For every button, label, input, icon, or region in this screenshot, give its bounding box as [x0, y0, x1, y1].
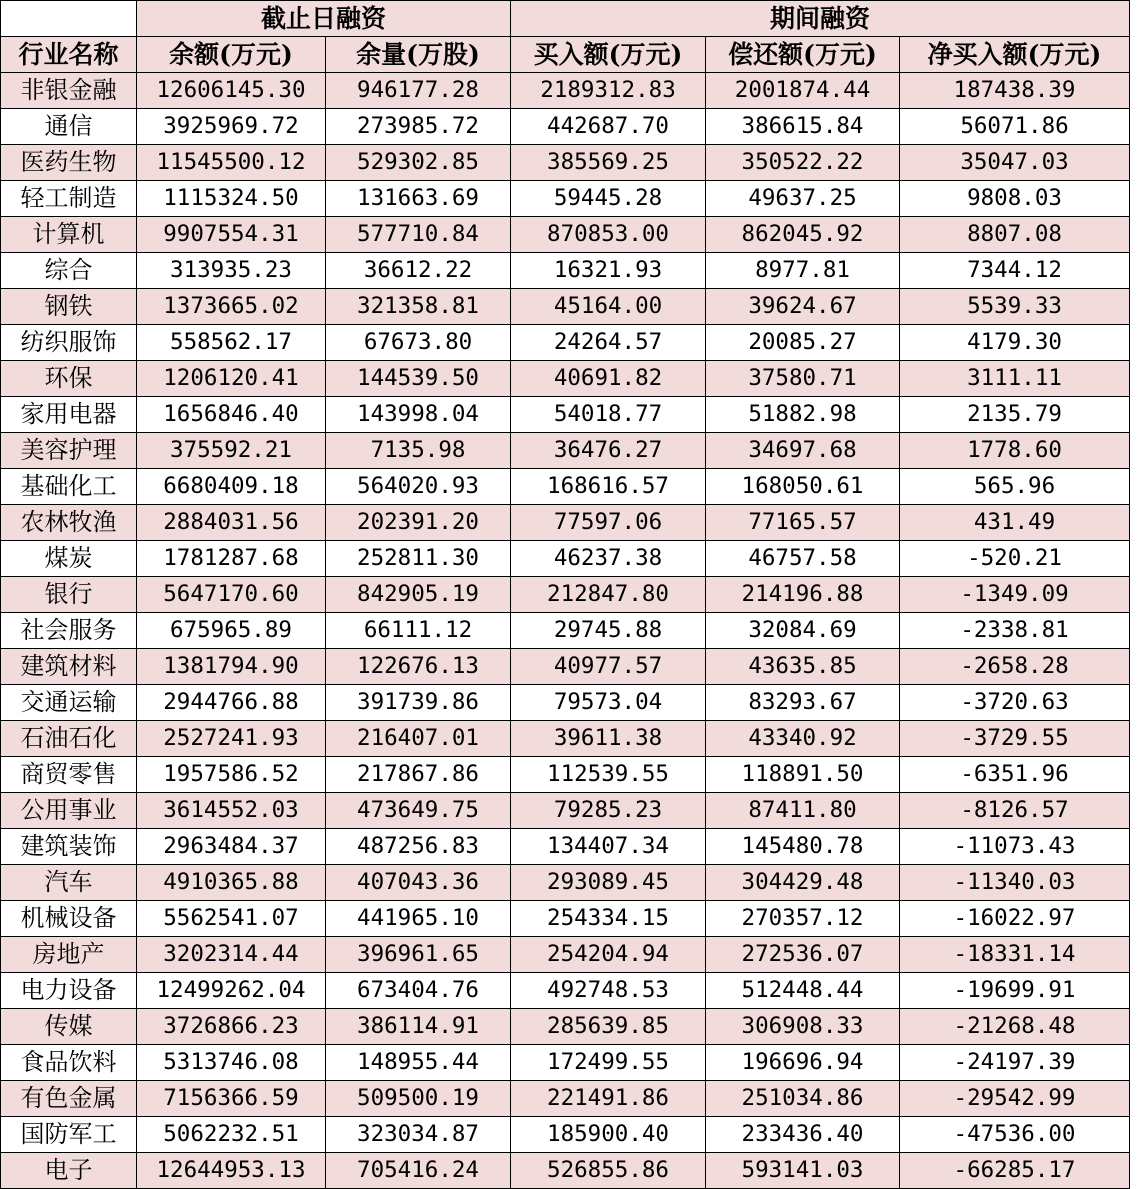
- cell-repay: 386615.84: [706, 109, 900, 145]
- cell-industry: 纺织服饰: [1, 325, 137, 361]
- cell-industry: 通信: [1, 109, 137, 145]
- column-header-net-buy: 净买入额(万元): [900, 37, 1130, 73]
- cell-balance: 2963484.37: [137, 829, 326, 865]
- column-header-industry: 行业名称: [1, 37, 137, 73]
- cell-volume: 529302.85: [326, 145, 511, 181]
- cell-repay: 270357.12: [706, 901, 900, 937]
- table-row: [1, 793, 1130, 829]
- cell-balance: 1206120.41: [137, 361, 326, 397]
- cell-repay: 862045.92: [706, 217, 900, 253]
- cell-repay: 512448.44: [706, 973, 900, 1009]
- column-header-volume: 余量(万股): [326, 37, 511, 73]
- cell-volume: 386114.91: [326, 1009, 511, 1045]
- cell-industry: 交通运输: [1, 685, 137, 721]
- column-header-repay: 偿还额(万元): [706, 37, 900, 73]
- cell-net-buy: -3729.55: [900, 721, 1130, 757]
- cell-buy: 254334.15: [511, 901, 706, 937]
- table-row: [1, 973, 1130, 1009]
- cell-industry: 综合: [1, 253, 137, 289]
- cell-repay: 8977.81: [706, 253, 900, 289]
- cell-industry: 公用事业: [1, 793, 137, 829]
- table-row: [1, 1009, 1130, 1045]
- cell-net-buy: 9808.03: [900, 181, 1130, 217]
- cell-industry: 传媒: [1, 1009, 137, 1045]
- cell-net-buy: -11340.03: [900, 865, 1130, 901]
- cell-repay: 272536.07: [706, 937, 900, 973]
- cell-buy: 172499.55: [511, 1045, 706, 1081]
- table-row: [1, 505, 1130, 541]
- cell-volume: 441965.10: [326, 901, 511, 937]
- cell-net-buy: 187438.39: [900, 73, 1130, 109]
- cell-net-buy: 7344.12: [900, 253, 1130, 289]
- cell-volume: 143998.04: [326, 397, 511, 433]
- table-row: [1, 433, 1130, 469]
- cell-repay: 32084.69: [706, 613, 900, 649]
- cell-buy: 79285.23: [511, 793, 706, 829]
- cell-buy: 168616.57: [511, 469, 706, 505]
- table-row: [1, 361, 1130, 397]
- cell-repay: 350522.22: [706, 145, 900, 181]
- cell-net-buy: 8807.08: [900, 217, 1130, 253]
- cell-industry: 基础化工: [1, 469, 137, 505]
- table-row: [1, 649, 1130, 685]
- group-header-blank: [1, 1, 137, 37]
- cell-industry: 社会服务: [1, 613, 137, 649]
- cell-repay: 304429.48: [706, 865, 900, 901]
- cell-net-buy: 3111.11: [900, 361, 1130, 397]
- cell-buy: 254204.94: [511, 937, 706, 973]
- cell-net-buy: -8126.57: [900, 793, 1130, 829]
- table-row: [1, 289, 1130, 325]
- cell-buy: 40977.57: [511, 649, 706, 685]
- cell-industry: 美容护理: [1, 433, 137, 469]
- table-row: [1, 541, 1130, 577]
- cell-volume: 202391.20: [326, 505, 511, 541]
- cell-net-buy: 1778.60: [900, 433, 1130, 469]
- cell-balance: 675965.89: [137, 613, 326, 649]
- cell-repay: 145480.78: [706, 829, 900, 865]
- cell-volume: 122676.13: [326, 649, 511, 685]
- cell-net-buy: -3720.63: [900, 685, 1130, 721]
- cell-repay: 37580.71: [706, 361, 900, 397]
- cell-industry: 计算机: [1, 217, 137, 253]
- cell-net-buy: 56071.86: [900, 109, 1130, 145]
- cell-industry: 石油石化: [1, 721, 137, 757]
- cell-buy: 40691.82: [511, 361, 706, 397]
- cell-volume: 323034.87: [326, 1117, 511, 1153]
- cell-net-buy: -66285.17: [900, 1153, 1130, 1189]
- cell-repay: 196696.94: [706, 1045, 900, 1081]
- cell-balance: 5313746.08: [137, 1045, 326, 1081]
- cell-buy: 24264.57: [511, 325, 706, 361]
- group-header-row: [1, 1, 1130, 37]
- cell-net-buy: -18331.14: [900, 937, 1130, 973]
- cell-repay: 39624.67: [706, 289, 900, 325]
- cell-repay: 2001874.44: [706, 73, 900, 109]
- cell-repay: 43340.92: [706, 721, 900, 757]
- cell-net-buy: -21268.48: [900, 1009, 1130, 1045]
- table-row: [1, 577, 1130, 613]
- cell-balance: 9907554.31: [137, 217, 326, 253]
- cell-net-buy: 35047.03: [900, 145, 1130, 181]
- cell-net-buy: -19699.91: [900, 973, 1130, 1009]
- cell-industry: 煤炭: [1, 541, 137, 577]
- cell-repay: 233436.40: [706, 1117, 900, 1153]
- cell-buy: 112539.55: [511, 757, 706, 793]
- cell-volume: 842905.19: [326, 577, 511, 613]
- cell-balance: 4910365.88: [137, 865, 326, 901]
- cell-net-buy: -6351.96: [900, 757, 1130, 793]
- table-row: [1, 397, 1130, 433]
- table-row: [1, 181, 1130, 217]
- cell-repay: 34697.68: [706, 433, 900, 469]
- table-row: [1, 1153, 1130, 1189]
- cell-repay: 51882.98: [706, 397, 900, 433]
- cell-volume: 673404.76: [326, 973, 511, 1009]
- table-row: [1, 325, 1130, 361]
- cell-repay: 77165.57: [706, 505, 900, 541]
- cell-balance: 1781287.68: [137, 541, 326, 577]
- cell-repay: 83293.67: [706, 685, 900, 721]
- cell-volume: 564020.93: [326, 469, 511, 505]
- cell-net-buy: -47536.00: [900, 1117, 1130, 1153]
- cell-industry: 房地产: [1, 937, 137, 973]
- cell-buy: 16321.93: [511, 253, 706, 289]
- cell-industry: 农林牧渔: [1, 505, 137, 541]
- table-row: [1, 217, 1130, 253]
- table-row: [1, 757, 1130, 793]
- cell-balance: 3925969.72: [137, 109, 326, 145]
- cell-repay: 168050.61: [706, 469, 900, 505]
- cell-balance: 1656846.40: [137, 397, 326, 433]
- cell-balance: 1115324.50: [137, 181, 326, 217]
- cell-volume: 487256.83: [326, 829, 511, 865]
- cell-balance: 2944766.88: [137, 685, 326, 721]
- table-row: [1, 829, 1130, 865]
- cell-industry: 环保: [1, 361, 137, 397]
- cell-industry: 家用电器: [1, 397, 137, 433]
- cell-industry: 电子: [1, 1153, 137, 1189]
- cell-buy: 134407.34: [511, 829, 706, 865]
- cell-repay: 20085.27: [706, 325, 900, 361]
- cell-repay: 214196.88: [706, 577, 900, 613]
- cell-buy: 293089.45: [511, 865, 706, 901]
- table-row: [1, 1081, 1130, 1117]
- cell-industry: 商贸零售: [1, 757, 137, 793]
- cell-balance: 3726866.23: [137, 1009, 326, 1045]
- table-row: [1, 721, 1130, 757]
- column-header-buy: 买入额(万元): [511, 37, 706, 73]
- cell-volume: 131663.69: [326, 181, 511, 217]
- cell-net-buy: -1349.09: [900, 577, 1130, 613]
- cell-net-buy: -2658.28: [900, 649, 1130, 685]
- cell-volume: 407043.36: [326, 865, 511, 901]
- table-row: [1, 1045, 1130, 1081]
- table-row: [1, 469, 1130, 505]
- cell-repay: 593141.03: [706, 1153, 900, 1189]
- cell-industry: 国防军工: [1, 1117, 137, 1153]
- cell-balance: 5562541.07: [137, 901, 326, 937]
- cell-balance: 1373665.02: [137, 289, 326, 325]
- table-row: [1, 109, 1130, 145]
- cell-industry: 银行: [1, 577, 137, 613]
- cell-buy: 39611.38: [511, 721, 706, 757]
- cell-balance: 375592.21: [137, 433, 326, 469]
- cell-buy: 46237.38: [511, 541, 706, 577]
- cell-repay: 118891.50: [706, 757, 900, 793]
- cell-industry: 建筑装饰: [1, 829, 137, 865]
- cell-industry: 有色金属: [1, 1081, 137, 1117]
- cell-balance: 6680409.18: [137, 469, 326, 505]
- cell-buy: 185900.40: [511, 1117, 706, 1153]
- cell-balance: 313935.23: [137, 253, 326, 289]
- cell-balance: 2527241.93: [137, 721, 326, 757]
- cell-net-buy: -29542.99: [900, 1081, 1130, 1117]
- table-row: [1, 901, 1130, 937]
- cell-industry: 食品饮料: [1, 1045, 137, 1081]
- cell-industry: 钢铁: [1, 289, 137, 325]
- cell-buy: 870853.00: [511, 217, 706, 253]
- cell-balance: 3202314.44: [137, 937, 326, 973]
- table-row: [1, 865, 1130, 901]
- cell-volume: 705416.24: [326, 1153, 511, 1189]
- table-row: [1, 73, 1130, 109]
- cell-net-buy: -16022.97: [900, 901, 1130, 937]
- table-row: [1, 937, 1130, 973]
- cell-net-buy: -2338.81: [900, 613, 1130, 649]
- cell-volume: 144539.50: [326, 361, 511, 397]
- cell-net-buy: 5539.33: [900, 289, 1130, 325]
- cell-volume: 216407.01: [326, 721, 511, 757]
- cell-balance: 2884031.56: [137, 505, 326, 541]
- table-body: [1, 73, 1130, 1189]
- cell-net-buy: 565.96: [900, 469, 1130, 505]
- group-header-period: 期间融资: [511, 1, 1130, 37]
- cell-balance: 1957586.52: [137, 757, 326, 793]
- cell-balance: 12499262.04: [137, 973, 326, 1009]
- cell-industry: 非银金融: [1, 73, 137, 109]
- cell-buy: 59445.28: [511, 181, 706, 217]
- cell-volume: 509500.19: [326, 1081, 511, 1117]
- cell-volume: 7135.98: [326, 433, 511, 469]
- cell-balance: 5062232.51: [137, 1117, 326, 1153]
- column-header-balance: 余额(万元): [137, 37, 326, 73]
- cell-buy: 29745.88: [511, 613, 706, 649]
- cell-volume: 273985.72: [326, 109, 511, 145]
- cell-balance: 3614552.03: [137, 793, 326, 829]
- cell-industry: 轻工制造: [1, 181, 137, 217]
- cell-buy: 79573.04: [511, 685, 706, 721]
- cell-balance: 11545500.12: [137, 145, 326, 181]
- group-header-balance: 截止日融资: [137, 1, 511, 37]
- cell-net-buy: 2135.79: [900, 397, 1130, 433]
- cell-buy: 54018.77: [511, 397, 706, 433]
- cell-buy: 492748.53: [511, 973, 706, 1009]
- cell-balance: 558562.17: [137, 325, 326, 361]
- cell-volume: 148955.44: [326, 1045, 511, 1081]
- cell-volume: 252811.30: [326, 541, 511, 577]
- cell-volume: 217867.86: [326, 757, 511, 793]
- cell-repay: 87411.80: [706, 793, 900, 829]
- table-row: [1, 145, 1130, 181]
- cell-balance: 5647170.60: [137, 577, 326, 613]
- cell-buy: 212847.80: [511, 577, 706, 613]
- cell-repay: 49637.25: [706, 181, 900, 217]
- cell-balance: 12644953.13: [137, 1153, 326, 1189]
- cell-repay: 306908.33: [706, 1009, 900, 1045]
- cell-volume: 36612.22: [326, 253, 511, 289]
- cell-net-buy: 4179.30: [900, 325, 1130, 361]
- cell-balance: 1381794.90: [137, 649, 326, 685]
- cell-net-buy: 431.49: [900, 505, 1130, 541]
- cell-volume: 946177.28: [326, 73, 511, 109]
- cell-buy: 385569.25: [511, 145, 706, 181]
- table-row: [1, 253, 1130, 289]
- cell-net-buy: -11073.43: [900, 829, 1130, 865]
- cell-volume: 577710.84: [326, 217, 511, 253]
- cell-buy: 36476.27: [511, 433, 706, 469]
- cell-industry: 医药生物: [1, 145, 137, 181]
- table-row: [1, 613, 1130, 649]
- cell-net-buy: -24197.39: [900, 1045, 1130, 1081]
- cell-repay: 46757.58: [706, 541, 900, 577]
- cell-repay: 43635.85: [706, 649, 900, 685]
- cell-industry: 汽车: [1, 865, 137, 901]
- table-row: [1, 685, 1130, 721]
- cell-net-buy: -520.21: [900, 541, 1130, 577]
- table-row: [1, 1117, 1130, 1153]
- cell-balance: 7156366.59: [137, 1081, 326, 1117]
- cell-balance: 12606145.30: [137, 73, 326, 109]
- cell-volume: 67673.80: [326, 325, 511, 361]
- cell-buy: 77597.06: [511, 505, 706, 541]
- cell-buy: 2189312.83: [511, 73, 706, 109]
- cell-volume: 391739.86: [326, 685, 511, 721]
- cell-repay: 251034.86: [706, 1081, 900, 1117]
- cell-industry: 电力设备: [1, 973, 137, 1009]
- cell-buy: 45164.00: [511, 289, 706, 325]
- cell-volume: 66111.12: [326, 613, 511, 649]
- cell-buy: 285639.85: [511, 1009, 706, 1045]
- column-header-row: [1, 37, 1130, 73]
- cell-buy: 526855.86: [511, 1153, 706, 1189]
- cell-volume: 396961.65: [326, 937, 511, 973]
- cell-industry: 机械设备: [1, 901, 137, 937]
- cell-volume: 321358.81: [326, 289, 511, 325]
- cell-buy: 442687.70: [511, 109, 706, 145]
- cell-volume: 473649.75: [326, 793, 511, 829]
- cell-buy: 221491.86: [511, 1081, 706, 1117]
- cell-industry: 建筑材料: [1, 649, 137, 685]
